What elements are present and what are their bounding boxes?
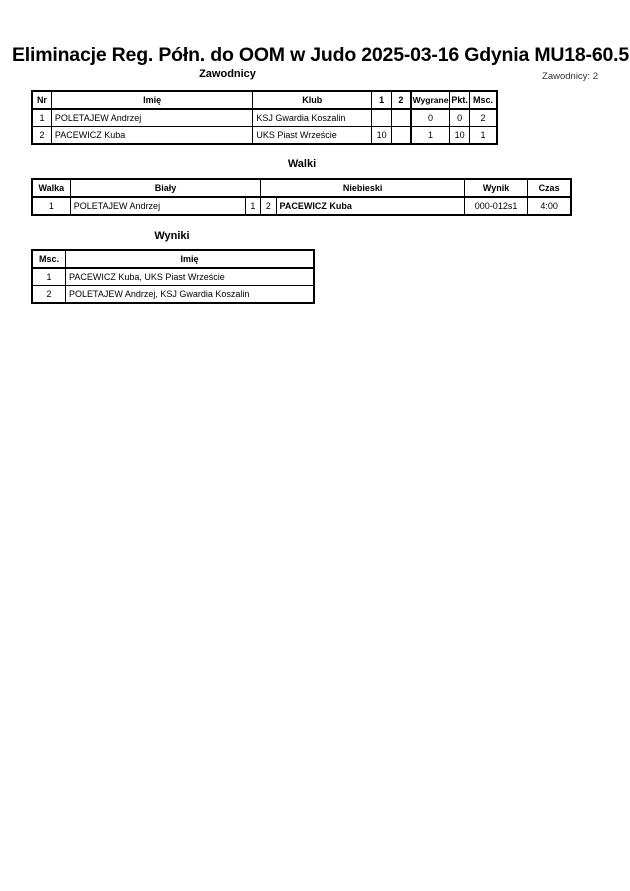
- col-club: Klub: [253, 91, 372, 109]
- col-result-place: Msc.: [32, 250, 66, 268]
- fight-result: 000-012s1: [464, 197, 527, 215]
- fight-white-nr: 1: [245, 197, 261, 215]
- competitor-round-2: [392, 127, 411, 145]
- table-row: [32, 127, 497, 145]
- competitor-count: Zawodnicy: 2: [542, 71, 598, 82]
- fight-time: 4:00: [528, 197, 571, 215]
- competitor-points: 10: [450, 127, 470, 145]
- competitor-place: 2: [469, 109, 497, 127]
- result-name: PACEWICZ Kuba, UKS Piast Wrzeście: [66, 268, 315, 286]
- page-title: Eliminacje Reg. Półn. do OOM w Judo 2025-03-16 Gdynia MU18-60.5: [12, 44, 629, 66]
- results-table: [31, 249, 315, 304]
- competitor-name: PACEWICZ Kuba: [51, 127, 252, 145]
- col-result: Wynik: [464, 179, 527, 197]
- competitor-nr: 2: [32, 127, 51, 145]
- fights-table: [31, 178, 572, 216]
- fight-blue-name: PACEWICZ Kuba: [276, 197, 464, 215]
- col-fight-no: Walka: [32, 179, 70, 197]
- table-row: [32, 286, 314, 304]
- result-place: 2: [32, 286, 66, 304]
- col-white: Biały: [70, 179, 261, 197]
- competitor-name: POLETAJEW Andrzej: [51, 109, 252, 127]
- competitor-wins: 1: [411, 127, 450, 145]
- competitor-round-1: [372, 109, 392, 127]
- competitor-club: UKS Piast Wrzeście: [253, 127, 372, 145]
- col-round-1: 1: [372, 91, 392, 109]
- results-section-title: Wyniki: [154, 230, 190, 242]
- col-result-name: Imię: [66, 250, 315, 268]
- col-nr: Nr: [32, 91, 51, 109]
- competitor-points: 0: [450, 109, 470, 127]
- col-place: Msc.: [469, 91, 497, 109]
- fights-section-title: Walki: [287, 158, 317, 170]
- competitor-wins: 0: [411, 109, 450, 127]
- col-name: Imię: [51, 91, 252, 109]
- fight-blue-nr: 2: [261, 197, 276, 215]
- fight-number: 1: [32, 197, 70, 215]
- competitors-table: [31, 90, 498, 145]
- competitor-club: KSJ Gwardia Koszalin: [253, 109, 372, 127]
- fight-white-name: POLETAJEW Andrzej: [70, 197, 245, 215]
- competitor-place: 1: [469, 127, 497, 145]
- competitor-nr: 1: [32, 109, 51, 127]
- result-place: 1: [32, 268, 66, 286]
- competitor-round-2: [392, 109, 411, 127]
- col-blue: Niebieski: [261, 179, 465, 197]
- col-points: Pkt.: [450, 91, 470, 109]
- col-round-2: 2: [392, 91, 411, 109]
- table-row: [32, 109, 497, 127]
- col-wins: Wygrane: [411, 91, 450, 109]
- competitors-section-title: Zawodnicy: [199, 68, 256, 80]
- competitor-round-1: 10: [372, 127, 392, 145]
- col-time: Czas: [528, 179, 571, 197]
- table-row: [32, 197, 571, 215]
- table-row: [32, 268, 314, 286]
- result-name: POLETAJEW Andrzej, KSJ Gwardia Koszalin: [66, 286, 315, 304]
